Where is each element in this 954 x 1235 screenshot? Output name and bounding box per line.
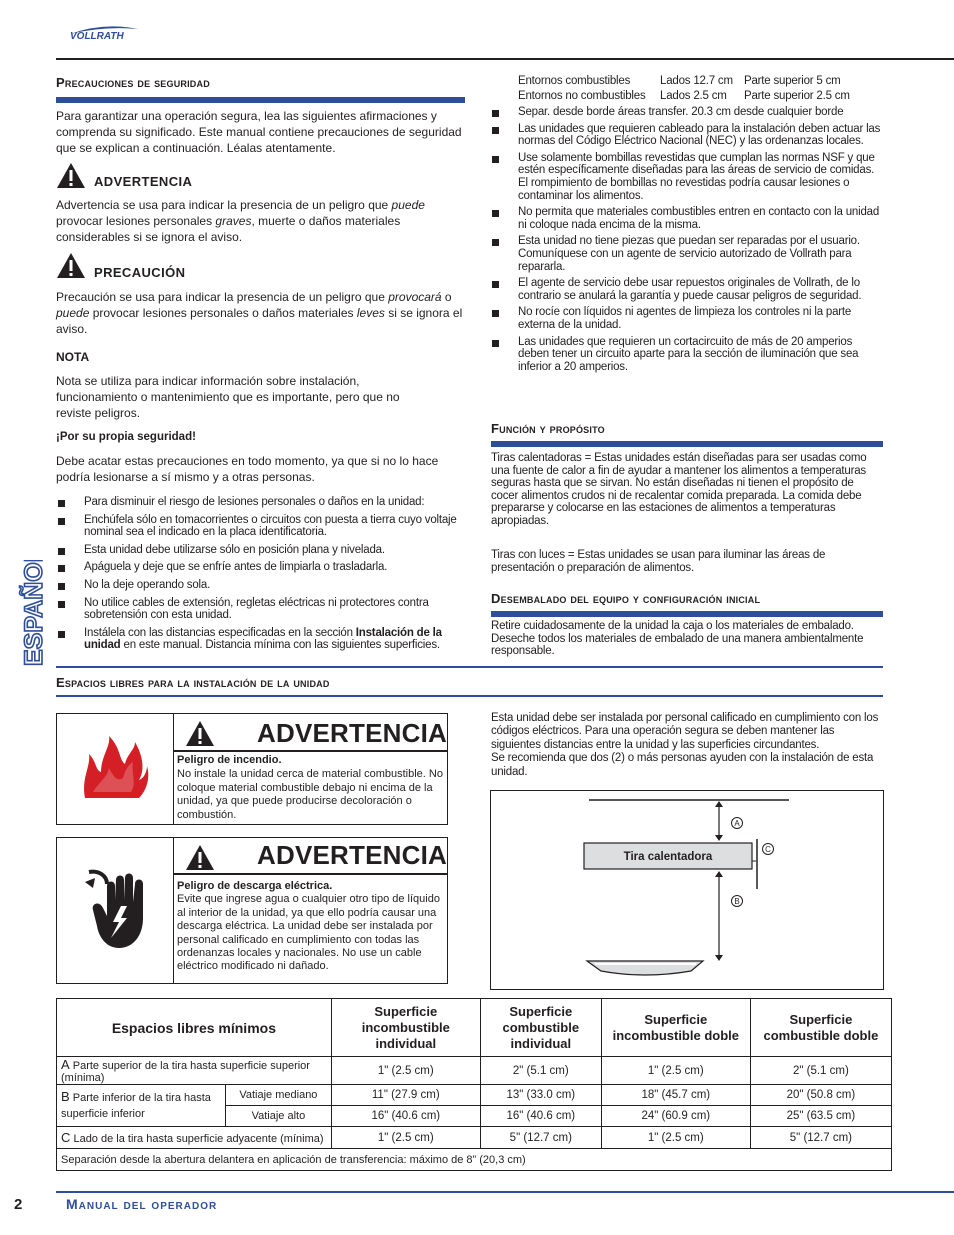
shock-warning-text: Peligro de descarga eléctrica. Evite que ingrese agua o cualquier otro tipo de líquido al interior de la unidad, ya que ello podría causar una descarga eléctrica. La unidad debe ser instalada por personal calificado en cumplimiento con todas las ordenanzas locales y nacionales. No use un cable eléctrico modificado ni dañado. xyxy=(177,880,440,973)
section-bar xyxy=(56,97,465,103)
header-rule xyxy=(56,58,954,60)
table-header-label: Espacios libres mínimos xyxy=(57,999,332,1057)
warning-title: ADVERTENCIA xyxy=(257,718,447,748)
caution-triangle-icon xyxy=(56,252,86,284)
divider xyxy=(173,838,174,983)
clearance-diagram xyxy=(490,790,884,990)
list-item: No la deje operando sola. xyxy=(56,579,460,592)
section-title-funcion: Función y propósito xyxy=(491,421,605,436)
section-rule xyxy=(56,666,883,668)
table-cell: 5" (12.7 cm) xyxy=(480,1127,601,1149)
own-safety-heading: ¡Por su propia seguridad! xyxy=(56,431,196,443)
list-item: Las unidades que requieren cableado para la instalación deben actuar las normas del Código Eléctrico Nacional (NEC) y las ordenanzas locales. xyxy=(490,123,882,148)
shock-warning-box xyxy=(56,837,448,984)
column-header: Superficie incombustible doble xyxy=(601,999,750,1057)
list-item: Separ. desde borde áreas transfer. 20.3 cm desde cualquier borde xyxy=(490,106,882,119)
list-item: Apáguela y deje que se enfríe antes de limpiarla o trasladarla. xyxy=(56,561,460,574)
install-text: Esta unidad debe ser instalada por personal calificado en cumplimiento con los códigos eléctricos. Para una operación segura se deben mantener las siguientes distancias entre la unidad y las superficies circundantes. Se recomienda que dos (2) o más personas ayuden con la instalación de esta unidad. xyxy=(491,712,879,778)
divider xyxy=(173,750,447,752)
clearance-table xyxy=(56,998,892,1171)
section-rule xyxy=(56,695,883,697)
electric-shock-icon xyxy=(85,866,155,955)
table-cell: 1" (2.5 cm) xyxy=(331,1127,480,1149)
advertencia-text: Advertencia se usa para indicar la presencia de un peligro que puede provocar lesiones personales graves, muerte o daños materiales considerables si se ignora el aviso. xyxy=(56,198,425,244)
column-header: Superficie incombustible individual xyxy=(331,999,480,1057)
list-item: Para disminuir el riesgo de lesiones personales o daños en la unidad: xyxy=(56,496,460,509)
fire-warning-box xyxy=(56,713,448,825)
list-item: Enchúfela sólo en tomacorrientes o circuitos con puesta a tierra cuyo voltaje nominal sea el indicado en la placa identificatoria. xyxy=(56,514,460,539)
table-cell: 11" (27.9 cm) xyxy=(331,1085,480,1106)
label-a: A xyxy=(734,819,740,828)
column-header: Superficie combustible individual xyxy=(480,999,601,1057)
label-c: C xyxy=(765,845,771,854)
page-number: 2 xyxy=(14,1196,23,1213)
footer-title: Manual del operador xyxy=(66,1196,218,1212)
safety-intro: Para garantizar una operación segura, lea las siguientes afirmaciones y comprenda su significado. Este manual contiene precauciones de seguridad que se explican a continuación. Léalas atentamente. xyxy=(56,109,462,155)
table-cell: 18" (45.7 cm) xyxy=(601,1085,750,1106)
table-cell: 24" (60.9 cm) xyxy=(601,1106,750,1127)
list-item: Esta unidad no tiene piezas que puedan ser reparadas por el usuario. Comuníquese con un agente de servicio autorizado de Vollrath para repararla. xyxy=(490,235,882,273)
fire-icon xyxy=(79,734,149,809)
section-title-espacios: Espacios libres para la instalación de la unidad xyxy=(56,675,330,690)
list-item: No utilice cables de extensión, regletas eléctricas ni protectores contra sobretensión con esta unidad. xyxy=(56,597,460,622)
list-item: Esta unidad debe utilizarse sólo en posición plana y nivelada. xyxy=(56,544,460,557)
table-cell: 16" (40.6 cm) xyxy=(331,1106,480,1127)
table-cell: 20" (50.8 cm) xyxy=(750,1085,891,1106)
divider xyxy=(173,873,447,875)
table-cell: 1" (2.5 cm) xyxy=(601,1057,750,1085)
language-tab xyxy=(10,560,50,670)
vollrath-logo xyxy=(68,20,140,44)
divider xyxy=(173,714,174,824)
environment-table xyxy=(518,75,888,102)
label-b: B xyxy=(734,897,740,906)
warning-icon xyxy=(185,844,215,876)
fire-warning-text: Peligro de incendio. No instale la unidad cerca de material combustible. No coloque material combustible debajo ni encima de la unidad, ya que puede producirse decoloración o combustión. xyxy=(177,754,443,822)
logo-text: VOLLRATH xyxy=(70,31,124,42)
language-tab-label: ESPAÑOL xyxy=(20,560,48,666)
precaucion-text: Precaución se usa para indicar la presencia de un peligro que provocará o puede provocar lesiones personales o daños materiales leves si se ignora el aviso. xyxy=(56,290,463,336)
nota-heading: NOTA xyxy=(56,350,90,364)
warning-title: ADVERTENCIA xyxy=(257,840,447,870)
table-cell: 1" (2.5 cm) xyxy=(601,1127,750,1149)
row-sublabel: Vatiaje mediano xyxy=(226,1085,332,1106)
row-label: A Parte superior de la tira hasta superficie superior (mínima) xyxy=(57,1057,332,1085)
table-cell: 1" (2.5 cm) xyxy=(331,1057,480,1085)
env-row-noncombustible: Entornos no combustibles Lados 2.5 cm Parte superior 2.5 cm xyxy=(518,89,850,102)
section-bar xyxy=(491,611,883,617)
desembalado-text: Retire cuidadosamente de la unidad la caja o los materiales de embalado. Deseche todos los materiales de embalado de una manera ambientalmente responsable. xyxy=(491,620,864,658)
list-item: Instálela con las distancias especificadas en la sección Instalación de la unidad en este manual. Distancia mínima con las siguientes superficies. xyxy=(56,627,460,652)
footer-rule xyxy=(56,1191,954,1193)
section-title-precauciones: Precauciones de seguridad xyxy=(56,75,210,90)
table-row xyxy=(57,1085,892,1106)
table-cell: 2" (5.1 cm) xyxy=(750,1057,891,1085)
table-cell: 5" (12.7 cm) xyxy=(750,1127,891,1149)
env-row-combustible: Entornos combustibles Lados 12.7 cm Parte superior 5 cm xyxy=(518,75,841,87)
warning-triangle-icon xyxy=(56,162,86,194)
row-label: C Lado de la tira hasta superficie adyacente (mínima) xyxy=(57,1127,332,1149)
row-sublabel: Vatiaje alto xyxy=(226,1106,332,1127)
heater-strip-label: Tira calentadora xyxy=(623,851,713,863)
table-footnote: Separación desde la abertura delantera en aplicación de transferencia: máximo de 8” (20,3 cm) xyxy=(57,1149,892,1171)
section-title-desembalado: Desembalado del equipo y configuración inicial xyxy=(491,591,761,606)
warning-icon xyxy=(185,720,215,752)
table-cell: 16" (40.6 cm) xyxy=(480,1106,601,1127)
table-cell: 25" (63.5 cm) xyxy=(750,1106,891,1127)
section-bar xyxy=(491,441,883,447)
funcion-text-2: Tiras con luces = Estas unidades se usan para iluminar las áreas de presentación o preparación de alimentos. xyxy=(491,549,826,574)
table-cell: 13" (33.0 cm) xyxy=(480,1085,601,1106)
table-cell: 2" (5.1 cm) xyxy=(480,1057,601,1085)
row-label: B Parte inferior de la tira hasta superficie inferior xyxy=(57,1085,226,1127)
safety-bullet-list xyxy=(56,496,460,652)
own-safety-text: Debe acatar estas precauciones en todo momento, ya que si no lo hace podría lesionarse a sí mismo y a otras personas. xyxy=(56,454,439,484)
list-item: Las unidades que requieren un cortacircuito de más de 20 amperios deben tener un circuito aparte para la sección de iluminación que sea inferior a 20 amperios. xyxy=(490,336,882,374)
advertencia-heading: ADVERTENCIA xyxy=(94,174,193,189)
nota-text: Nota se utiliza para indicar información sobre instalación, funcionamiento o mantenimiento que es importante, pero que no reviste peligros. xyxy=(56,374,400,420)
right-bullet-list xyxy=(490,106,882,373)
list-item: No rocíe con líquidos ni agentes de limpieza los controles ni la parte externa de la unidad. xyxy=(490,306,882,331)
table-row xyxy=(57,1057,892,1085)
table-row xyxy=(57,1127,892,1149)
column-header: Superficie combustible doble xyxy=(750,999,891,1057)
table-row xyxy=(57,1149,892,1171)
list-item: El agente de servicio debe usar repuestos originales de Vollrath, de lo contrario se anulará la garantía y puede causar peligros de seguridad. xyxy=(490,277,882,302)
list-item: Use solamente bombillas revestidas que cumplan las normas NSF y que estén específicamente diseñadas para las áreas de servicio de comidas. El rompimiento de bombillas no revestidas podría causar lesiones o contaminar los alimentos. xyxy=(490,152,882,202)
list-item: No permita que materiales combustibles entren en contacto con la unidad ni coloque nada encima de la misma. xyxy=(490,206,882,231)
funcion-text-1: Tiras calentadoras = Estas unidades están diseñadas para ser usadas como una fuente de calor a fin de ayudar a mantener los alimentos a temperaturas seguras hasta que se sirvan. No están diseñadas ni tienen el propósito de cocer alimentos crudos ni de recalentar comida preparada. La comida debe prepararse y colocarse en las estaciones de alimentos a temperaturas apropiadas. xyxy=(491,452,867,527)
precaucion-heading: PRECAUCIÓN xyxy=(94,265,186,280)
